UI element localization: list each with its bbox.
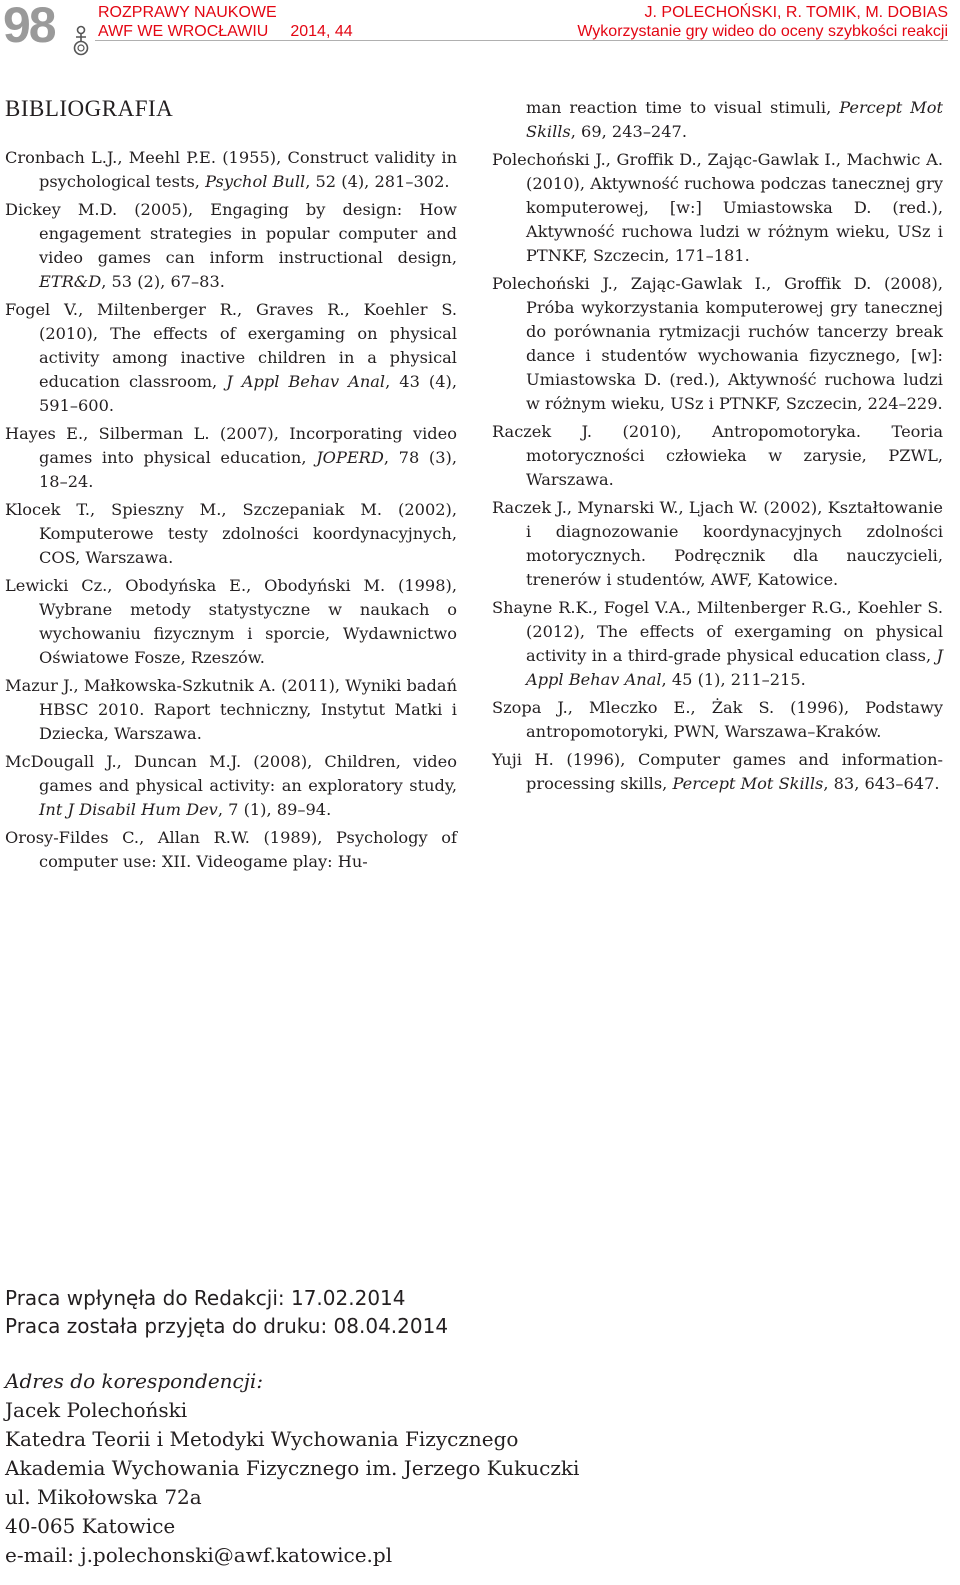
bibliography-right-column xyxy=(492,96,943,800)
running-head-title: Wykorzystanie gry wideo do oceny szybkości reakcji xyxy=(577,23,948,40)
bibliography-entry: Szopa J., Mleczko E., Żak S. (1996), Podstawy antropomotoryki, PWN, Warszawa–Kraków. xyxy=(492,698,943,741)
page-number: 98 xyxy=(3,0,55,53)
year-volume: 2014, 44 xyxy=(290,23,353,40)
journal-line-1: ROZPRAWY NAUKOWE xyxy=(98,4,277,21)
bibliography-entry: Raczek J. (2010), Antropomotoryka. Teoria motoryczności człowieka w zarysie, PZWL, Warszawa. xyxy=(492,422,943,489)
correspondence-name: Jacek Polechoński xyxy=(5,1398,188,1422)
correspondence-department: Katedra Teorii i Metodyki Wychowania Fizycznego xyxy=(5,1427,519,1451)
correspondence-institution: Akademia Wychowania Fizycznego im. Jerzego Kukuczki xyxy=(5,1456,580,1480)
bibliography-entry: McDougall J., Duncan M.J. (2008), Children, video games and physical activity: an exploratory study, Int J Disabil Hum Dev, 7 (1), 89–94. xyxy=(5,752,457,819)
bibliography-entry: Polechoński J., Groffik D., Zając-Gawlak I., Machwic A. (2010), Aktywność ruchowa podczas tanecznej gry komputerowej, [w:] Umiastowska D. (red.), Aktywność ruchowa ludzi w różnym wieku, USz i PTNKF, Szczecin, 171–181. xyxy=(492,150,943,265)
bibliography-entry: Mazur J., Małkowska-Szkutnik A. (2011), Wyniki badań HBSC 2010. Raport techniczny, Instytut Matki i Dziecka, Warszawa. xyxy=(5,676,457,743)
bibliography-entry: Klocek T., Spieszny M., Szczepaniak M. (2002), Komputerowe testy zdolności koordynacyjnych, COS, Warszawa. xyxy=(5,500,457,567)
bibliography-entry: Shayne R.K., Fogel V.A., Miltenberger R.G., Koehler S. (2012), The effects of exergaming on physical activity in a third-grade physical education class, J Appl Behav Anal, 45 (1), 211–215. xyxy=(492,598,943,689)
section-title: BIBLIOGRAFIA xyxy=(5,96,174,121)
bibliography-entry: Polechoński J., Zając-Gawlak I., Groffik D. (2008), Próba wykorzystania komputerowej gry tanecznej do porównania rytmizacji ruchów tancerzy break dance i studentów wychowania fizycznego, [w]: Umiastowska D. (red.), Aktywność ruchowa ludzi w różnym wieku, USz i PTNKF, Szczecin, 224–229. xyxy=(492,274,943,413)
correspondence-city: 40-065 Katowice xyxy=(5,1514,176,1538)
journal-name xyxy=(98,3,353,41)
bibliography-entry: Cronbach L.J., Meehl P.E. (1955), Construct validity in psychological tests, Psychol Bull, 52 (4), 281–302. xyxy=(5,148,457,191)
running-head xyxy=(577,3,948,41)
received-date: Praca wpłynęła do Redakcji: 17.02.2014 xyxy=(5,1286,406,1310)
bibliography-entry: Dickey M.D. (2005), Engaging by design: How engagement strategies in popular computer and video games can inform instructional design, ETR&D, 53 (2), 67–83. xyxy=(5,200,457,291)
correspondence-street: ul. Mikołowska 72a xyxy=(5,1485,202,1509)
accepted-date: Praca została przyjęta do druku: 08.04.2014 xyxy=(5,1314,449,1338)
correspondence-address xyxy=(5,1367,579,1570)
submission-dates xyxy=(5,1284,448,1340)
bibliography-entry: Fogel V., Miltenberger R., Graves R., Koehler S. (2010), The effects of exergaming on physical activity among inactive children in a physical education classroom, J Appl Behav Anal, 43 (4), 591–600. xyxy=(5,300,457,415)
correspondence-label: Adres do korespondencji: xyxy=(5,1369,264,1393)
header-rule xyxy=(95,40,948,41)
journal-line-2: AWF WE WROCŁAWIU xyxy=(98,23,269,40)
bibliography-entry-continuation: man reaction time to visual stimuli, Percept Mot Skills, 69, 243–247. xyxy=(526,98,944,141)
correspondence-email: e-mail: j.polechonski@awf.katowice.pl xyxy=(5,1543,393,1567)
running-head-authors: J. POLECHOŃSKI, R. TOMIK, M. DOBIAS xyxy=(644,4,948,21)
bibliography-entry: Yuji H. (1996), Computer games and information-processing skills, Percept Mot Skills, 83, 643–647. xyxy=(492,750,943,793)
bibliography-entry: Lewicki Cz., Obodyńska E., Obodyński M. (1998), Wybrane metody statystyczne w naukach o wychowaniu fizycznym i sporcie, Wydawnictwo Oświatowe Fosze, Rzeszów. xyxy=(5,576,457,667)
awf-logo-icon xyxy=(70,22,92,56)
bibliography-entry: Raczek J., Mynarski W., Ljach W. (2002), Kształtowanie i diagnozowanie koordynacyjnych zdolności motorycznych. Podręcznik dla nauczycieli, trenerów i studentów, AWF, Katowice. xyxy=(492,498,943,589)
bibliography-left-column xyxy=(5,146,457,878)
bibliography-entry: Hayes E., Silberman L. (2007), Incorporating video games into physical education, JOPERD, 78 (3), 18–24. xyxy=(5,424,457,491)
bibliography-entry: Orosy-Fildes C., Allan R.W. (1989), Psychology of computer use: XII. Videogame play: Hu- xyxy=(5,828,457,871)
